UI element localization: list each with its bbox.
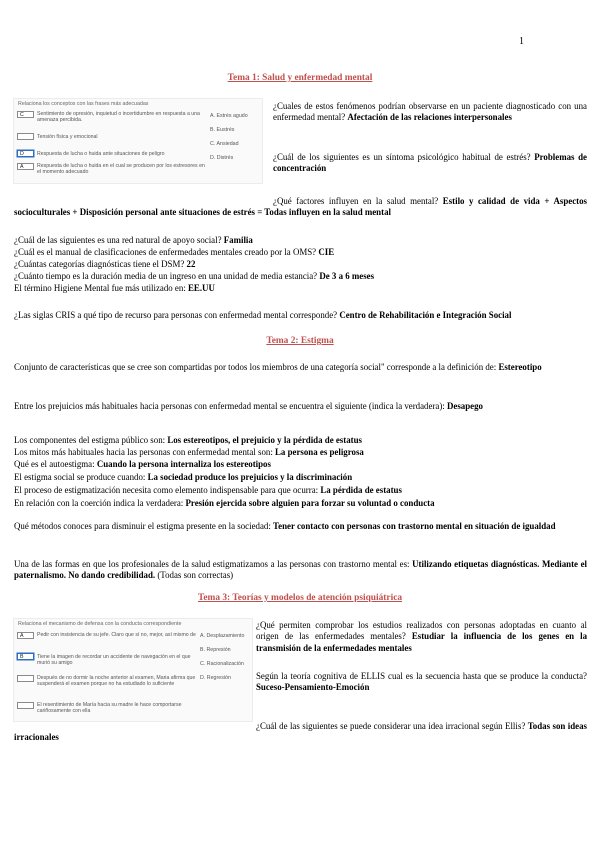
tema1-q6: ¿Cuántas categorías diagnósticas tiene el DSM? 22: [14, 259, 196, 269]
tema2-line5: El proceso de estigmatización necesita como elemento indispensable para que ocurra: La pérdida de estatus: [14, 485, 402, 495]
tema3-quiz-image: [13, 618, 253, 722]
answer: Familia: [223, 235, 253, 245]
answer: Estereotipo: [498, 362, 542, 372]
tema1-q9: ¿Las siglas CRIS a qué tipo de recurso para personas con enfermedad mental corresponde? Centro de Rehabilitación e Integración Social: [14, 310, 512, 320]
tema2-line4: El estigma social se produce cuando: La sociedad produce los prejuicios y la discriminación: [14, 472, 353, 482]
answer: Tener contacto con personas con trastorno mental en situación de igualdad: [273, 521, 556, 531]
tema1-q1: ¿Cuales de estos fenómenos podrían observarse en un paciente diagnosticado con una enfermedad mental? Afectación de las relaciones interpersonales: [273, 101, 587, 123]
tema2-line2: Los mitos más habituales hacia las personas con enfermedad mental son: La persona es peligrosa: [14, 447, 364, 457]
tema1-q4: ¿Cuál de las siguientes es una red natural de apoyo social? Familia: [14, 235, 253, 245]
answer: Desapego: [446, 401, 483, 411]
answer: Estudiar la influencia de los genes en la transmisión de la enfermedades mentales: [256, 631, 588, 653]
quiz-option: A. Desplazamiento: [200, 633, 245, 639]
quiz-option: C. Ansiedad: [210, 141, 239, 147]
tema1-q5: ¿Cuál es el manual de clasificaciones de enfermedades mentales creado por la OMS? CIE: [14, 247, 335, 257]
quiz-select[interactable]: B: [17, 653, 34, 660]
quiz-row-text: Respuesta de lucha o huida en el cual se producen por los estresores en el momento adecuado: [37, 163, 205, 175]
quiz-option: B. Eustrés: [210, 127, 235, 133]
quiz-row-text: Respuesta de lucha o huida ante situaciones de peligro: [37, 151, 165, 157]
tema2-q4: Una de las formas en que los profesionales de la salud estigmatizamos a las personas con trastorno mental es: Utilizando etiquetas diagnósticas. Mediante el paternalismo. No dando credibilidad. (Todas son correctas): [14, 559, 588, 581]
tema3-q1: ¿Qué permiten comprobar los estudios realizados con personas adoptadas en cuanto al origen de las enfermedades mentales? Estudiar la influencia de los genes en la transmisión de la enfermedades mentales: [256, 620, 588, 653]
quiz-option: D. Distrés: [210, 155, 234, 161]
answer: Cuando la persona internaliza los estereotipos: [96, 459, 271, 469]
quiz-row-text: Tensión física y emocional: [37, 134, 98, 140]
answer: EE.UU: [188, 283, 215, 293]
quiz-row-text: Sentimiento de opresión, inquietud o incertidumbre en respuesta a una amenaza percibida.: [37, 111, 200, 123]
answer: CIE: [318, 247, 335, 257]
tema2-line3: Qué es el autoestigma: Cuando la persona internaliza los estereotipos: [14, 459, 271, 469]
tema2-line6: En relación con la coerción indica la verdadera: Presión ejercida sobre alguien para forzar su voluntad o conducta: [14, 498, 435, 508]
quiz-option: D. Regresión: [200, 675, 231, 681]
tema1-q3: ¿Qué factores influyen en la salud mental? Estilo y calidad de vida + Aspectos socioculturales + Disposición personal ante situaciones de estrés = Todas influyen en la salud mental: [14, 196, 588, 218]
answer: Suceso-Pensamiento-Emoción: [256, 682, 370, 693]
tema2-q3: Qué métodos conoces para disminuir el estigma presente en la sociedad: Tener contacto con personas con trastorno mental en situación de igualdad: [14, 521, 556, 531]
quiz-select[interactable]: A: [17, 632, 34, 639]
tema3-heading: Tema 3: Teorías y modelos de atención psiquiátrica: [197, 593, 403, 603]
quiz-option: B. Represión: [200, 647, 231, 653]
tema2-q1: Conjunto de características que se cree son compartidas por todos los miembros de una categoría social" corresponde a la definición de: Estereotipo: [14, 362, 542, 372]
quiz-option: A. Estrés agudo: [210, 113, 248, 119]
page-number: 1: [519, 36, 524, 47]
answer: La persona es peligrosa: [275, 447, 364, 457]
tema2-q2: Entre los prejuicios más habituales hacia personas con enfermedad mental se encuentra el siguiente (indica la verdadera): Desapego: [14, 401, 483, 411]
answer: De 3 a 6 meses: [319, 271, 375, 281]
tema1-q2: ¿Cuál de los siguientes es un síntoma psicológico habitual de estrés? Problemas de concentración: [273, 152, 587, 174]
answer: Centro de Rehabilitación e Integración Social: [339, 310, 512, 320]
answer: La sociedad produce los prejuicios y la discriminación: [147, 472, 353, 482]
quiz-option: C. Racionalización: [200, 661, 244, 667]
quiz-select[interactable]: [17, 702, 34, 709]
answer: 22: [186, 259, 196, 269]
tema2-heading: Tema 2: Estigma: [266, 336, 334, 346]
tema1-q8: El término Higiene Mental fue más utilizado en: EE.UU: [14, 283, 215, 293]
answer: Estilo y calidad de vida + Aspectos socioculturales + Disposición personal ante situaciones de estrés = Todas influyen en la salud mental: [14, 196, 588, 218]
tema1-q7: ¿Cuánto tiempo es la duración media de un ingreso en una unidad de media estancia? De 3 a 6 meses: [14, 271, 375, 281]
quiz-title: Relaciona los conceptos con las frases más adecuadas: [18, 101, 149, 107]
answer: Todas son ideas irracionales: [14, 721, 587, 743]
quiz-row-text: Después de no dormir la noche anterior al examen, Maria afirma que suspenderá el examen porque no ha estudiado lo suficiente: [37, 675, 196, 687]
quiz-row-text: Pedir con insistencia de su jefe. Claro que sí no, mejor, así mismo de: [37, 632, 196, 638]
quiz-select[interactable]: D: [17, 150, 34, 157]
quiz-select[interactable]: C: [17, 111, 34, 118]
quiz-title: Relaciona el mecanismo de defensa con la conducta correspondiente: [18, 621, 182, 627]
answer: Problemas de concentración: [273, 152, 587, 174]
answer: Los estereotipos, el prejuicio y la pérdida de estatus: [167, 435, 362, 445]
answer: Utilizando etiquetas diagnósticas. Mediante el paternalismo. No dando credibilidad.: [14, 559, 588, 581]
quiz-row-text: El resentimiento de María hacia su madre le hace comportarse cariñosamente con ella: [37, 702, 182, 714]
tema1-heading: Tema 1: Salud y enfermedad mental: [227, 73, 373, 83]
quiz-row-text: Tiene la imagen de recordar un accidente de navegación en el que murió su amigo: [37, 654, 191, 666]
answer: Presión ejercida sobre alguien para forzar su voluntad o conducta: [185, 498, 435, 508]
tema3-q3: ¿Cuál de las siguientes se puede considerar una idea irracional según Ellis? Todas son ideas irracionales: [14, 721, 587, 743]
tema2-line1: Los componentes del estigma público son: Los estereotipos, el prejuicio y la pérdida de estatus: [14, 435, 362, 445]
quiz-select[interactable]: A: [17, 163, 34, 170]
quiz-select[interactable]: [17, 133, 34, 140]
quiz-select[interactable]: [17, 675, 34, 682]
tema1-quiz-image: [13, 98, 263, 184]
tema3-q2: Según la teoría cognitiva de ELLIS cual es la secuencia hasta que se produce la conducta? Suceso-Pensamiento-Emoción: [256, 671, 587, 693]
answer: Afectación de las relaciones interpersonales: [347, 112, 512, 123]
answer: La pérdida de estatus: [320, 485, 402, 495]
